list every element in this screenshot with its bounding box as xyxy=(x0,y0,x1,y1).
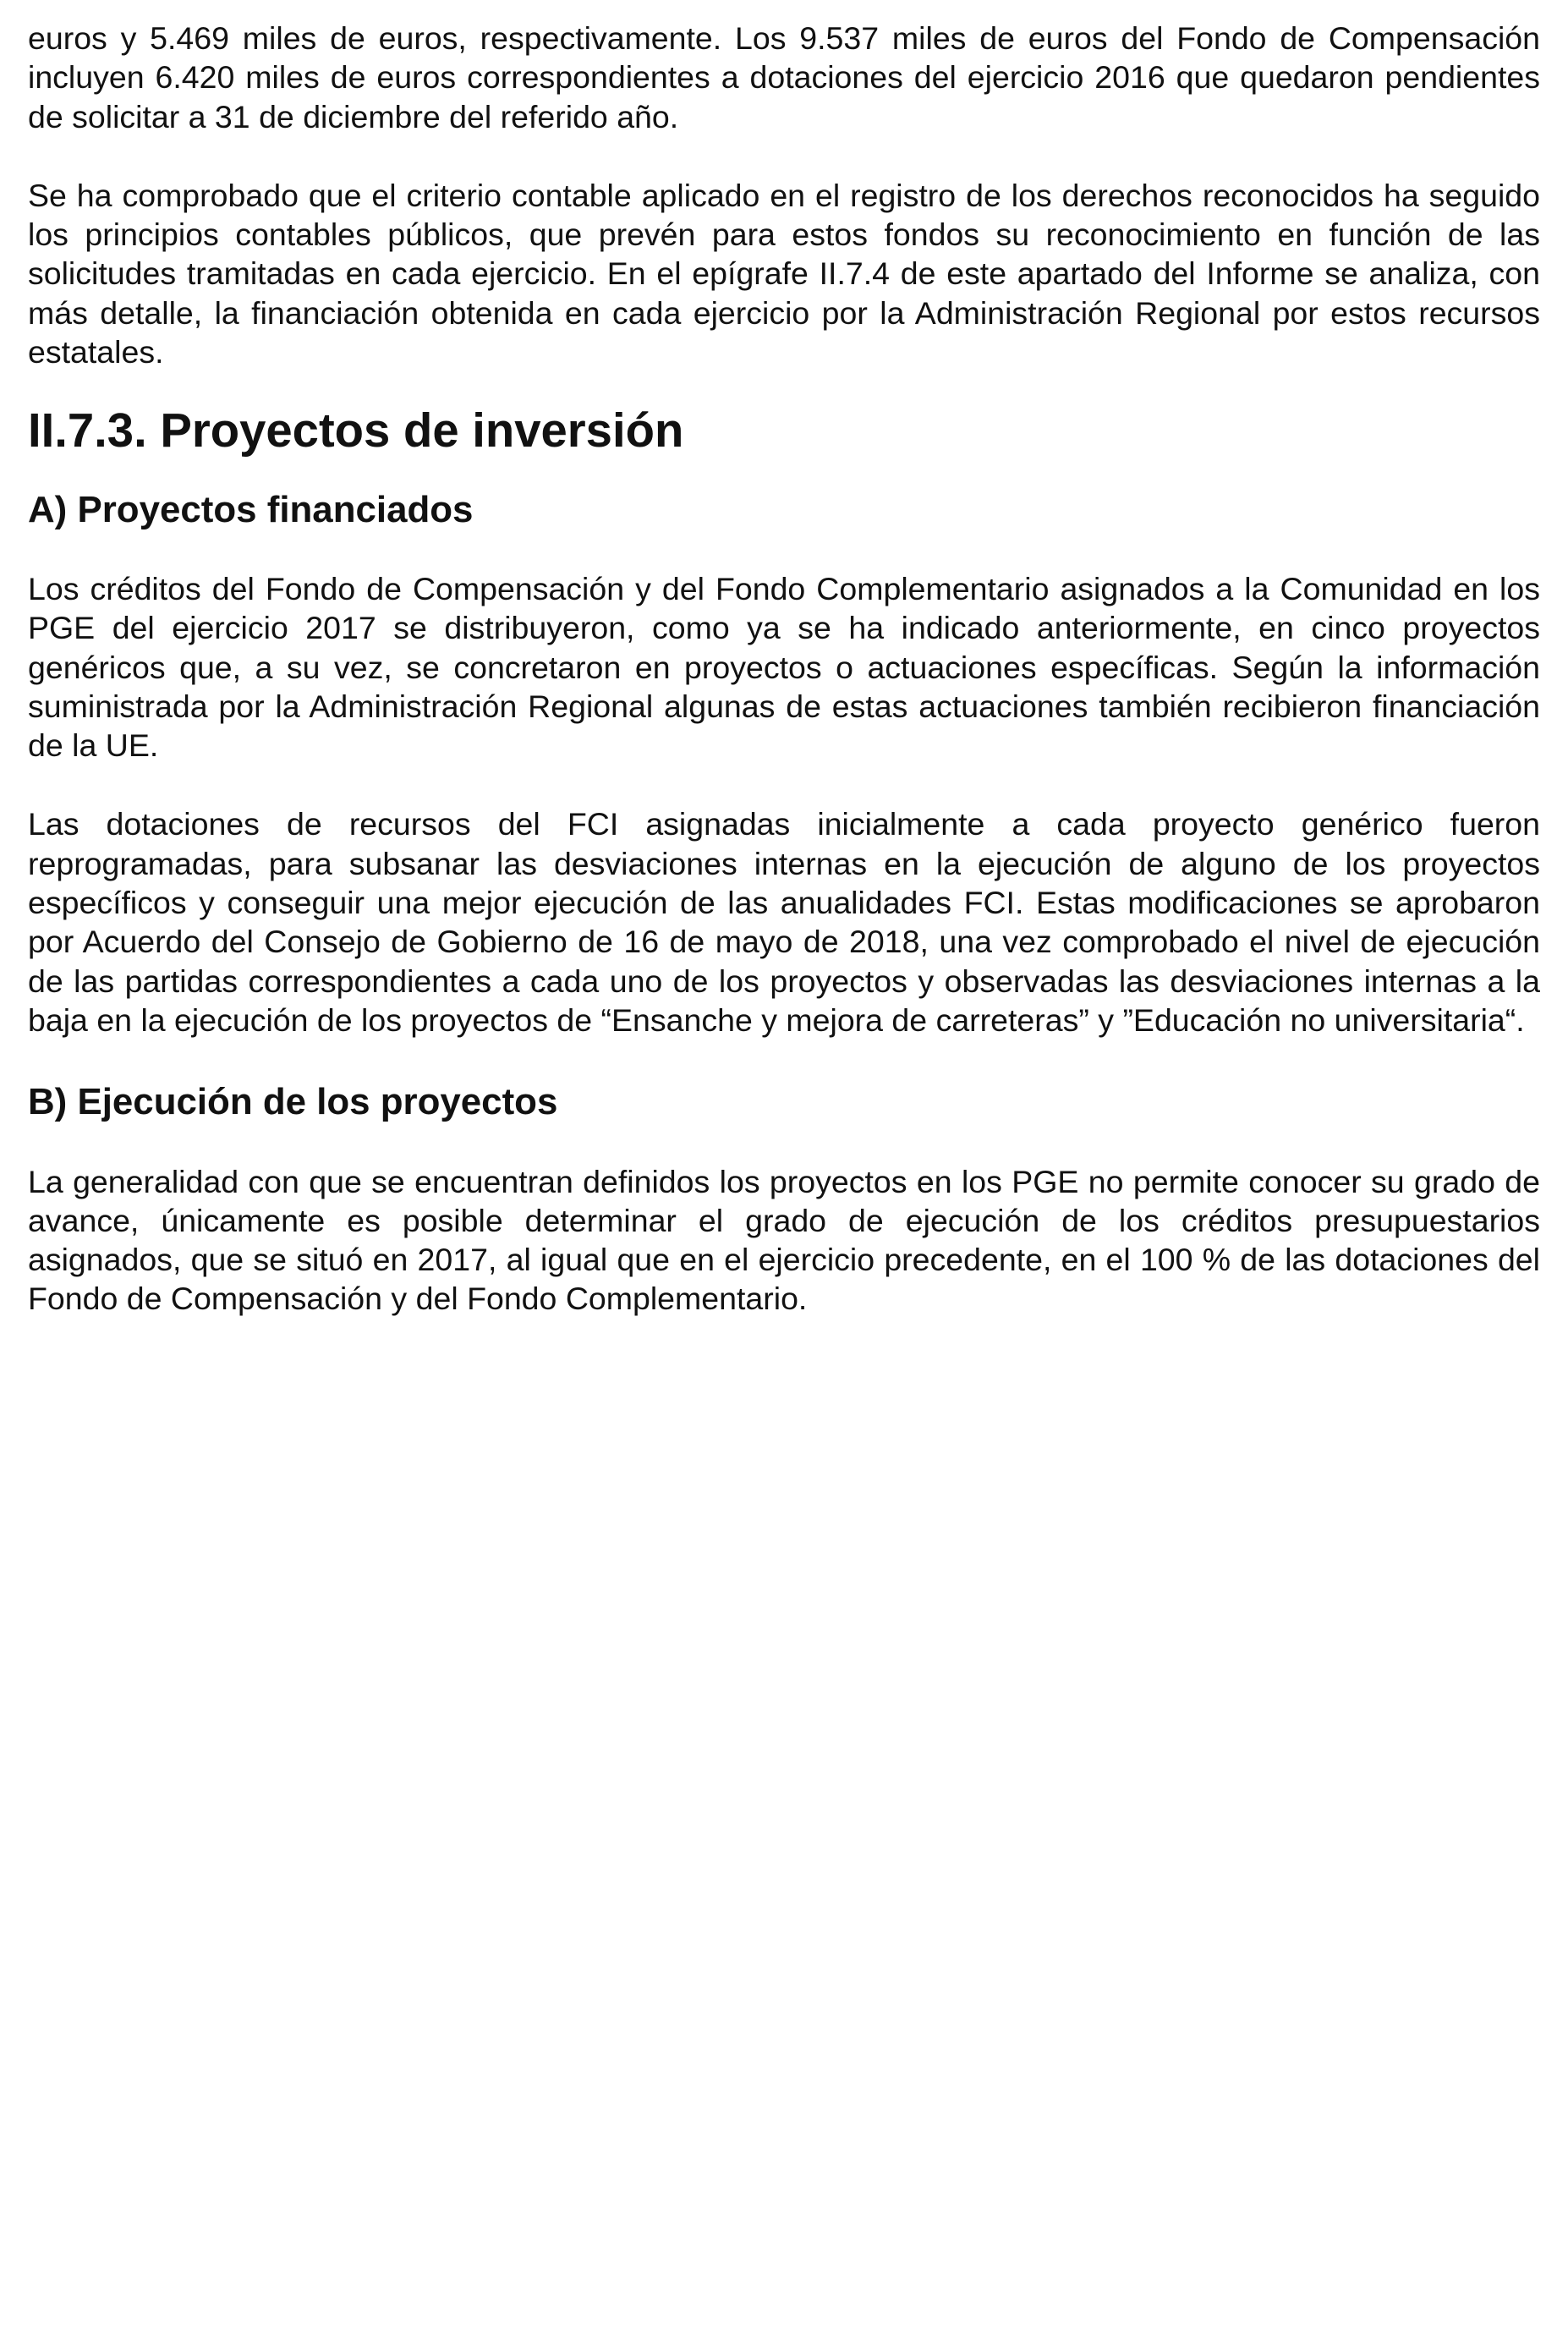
paragraph-creditos-fondos: Los créditos del Fondo de Compensación y del Fondo Complementario asignados a la Comunidad en los PGE del ejercicio 2017 se distribuyeron, como ya se ha indicado anteriormente, en cinco proyectos genéricos que, a su vez, se concretaron en proyectos o actuaciones específicas. Según la información suministrada por la Administración Regional algunas de estas actuaciones también recibieron financiación de la UE. xyxy=(28,570,1540,764)
section-heading-proyectos-inversion: II.7.3. Proyectos de inversión xyxy=(28,403,684,458)
paragraph-intro-continuation: euros y 5.469 miles de euros, respectivamente. Los 9.537 miles de euros del Fondo de Compensación incluyen 6.420 miles de euros correspondientes a dotaciones del ejercicio 2016 que quedaron pendientes de solicitar a 31 de diciembre del referido año. xyxy=(28,20,1540,134)
subheading-ejecucion-proyectos: B) Ejecución de los proyectos xyxy=(28,1081,558,1123)
paragraph-criterio-contable: Se ha comprobado que el criterio contable aplicado en el registro de los derechos reconocidos ha seguido los principios contables públicos, que prevén para estos fondos su reconocimiento en función de las solicitudes tramitadas en cada ejercicio. En el epígrafe II.7.4 de este apartado del Informe se analiza, con más detalle, la financiación obtenida en cada ejercicio por la Administración Regional por estos recursos estatales. xyxy=(28,177,1540,370)
subheading-proyectos-financiados: A) Proyectos financiados xyxy=(28,488,474,530)
paragraph-generalidad-proyectos: La generalidad con que se encuentran definidos los proyectos en los PGE no permite conocer su grado de avance, únicamente es posible determinar el grado de ejecución de los créditos presupuestarios asignados, que se situó en 2017, al igual que en el ejercicio precedente, en el 100 % de las dotaciones del Fondo de Compensación y del Fondo Complementario. xyxy=(28,1163,1540,1317)
document-page xyxy=(28,19,1540,1319)
paragraph-dotaciones-fci: Las dotaciones de recursos del FCI asignadas inicialmente a cada proyecto genérico fueron reprogramadas, para subsanar las desviaciones internas en la ejecución de alguno de los proyectos específicos y conseguir una mejor ejecución de las anualidades FCI. Estas modificaciones se aprobaron por Acuerdo del Consejo de Gobierno de 16 de mayo de 2018, una vez comprobado el nivel de ejecución de las partidas correspondientes a cada uno de los proyectos y observadas las desviaciones internas a la baja en la ejecución de los proyectos de “Ensanche y mejora de carreteras” y ”Educación no universitaria“. xyxy=(28,806,1540,1038)
